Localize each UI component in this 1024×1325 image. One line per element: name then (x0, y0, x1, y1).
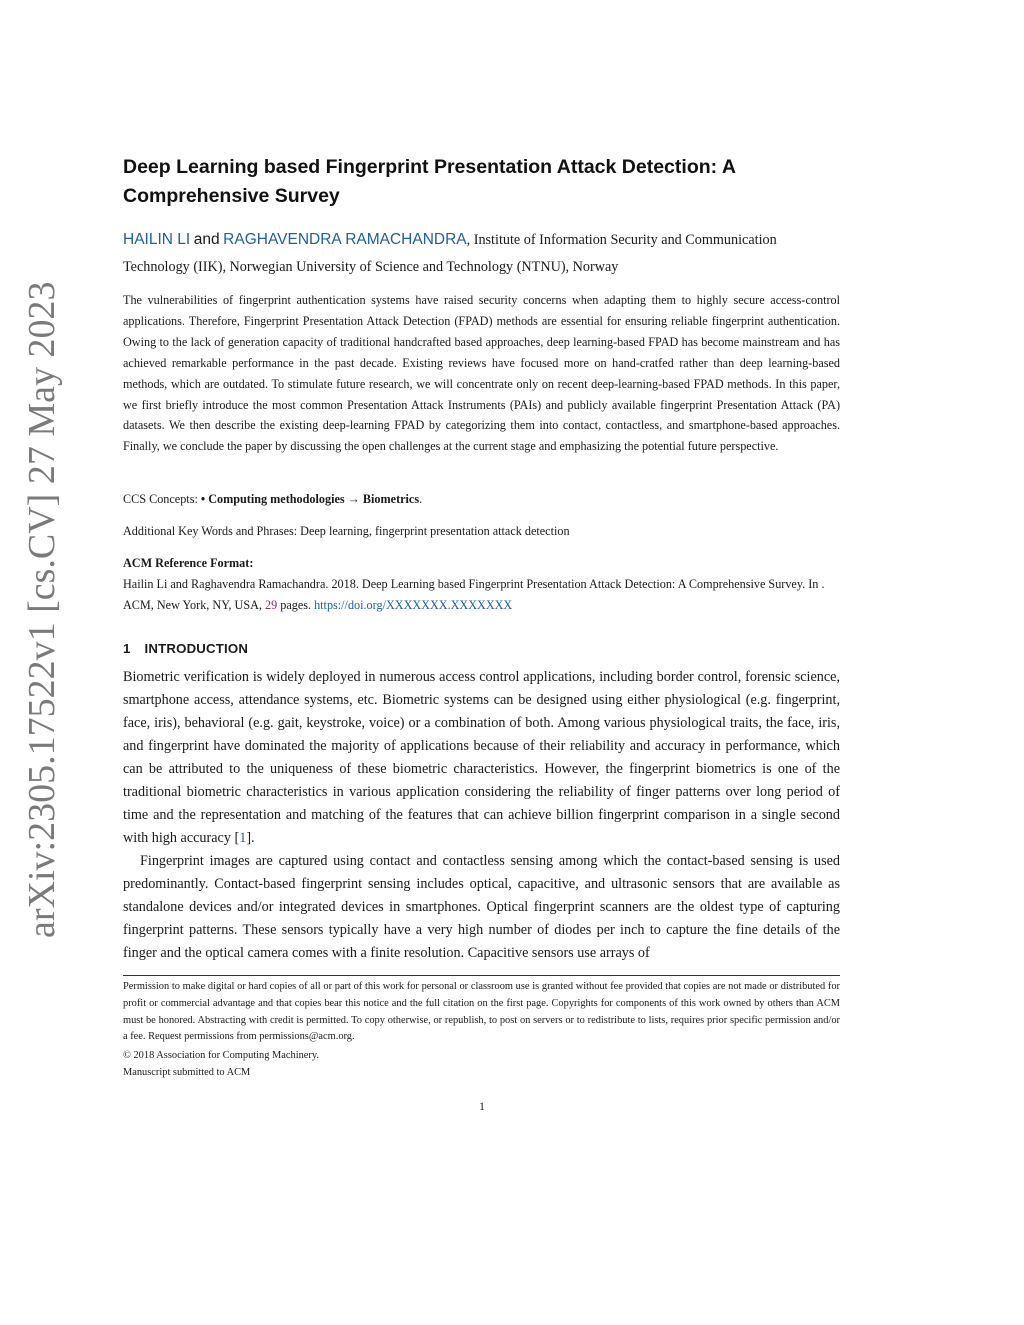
ccs-label: CCS Concepts: (123, 492, 201, 506)
author-line (123, 226, 840, 281)
doi-link[interactable]: https://doi.org/XXXXXXX.XXXXXXX (314, 597, 513, 612)
copyright-footnote (123, 979, 840, 1082)
section-number: 1 (123, 641, 131, 656)
section-heading-introduction (123, 639, 840, 659)
copyright-notice: © 2018 Association for Computing Machinery. (123, 1050, 319, 1062)
acm-reference-heading: ACM Reference Format: (123, 556, 254, 570)
author-affiliation: , Institute of Information Security and Communication Technology (IIK), Norwegian University of Science and Technology (NTNU), Norway (123, 232, 777, 275)
ccs-concept-list: • Computing methodologies → Biometrics (200, 492, 420, 506)
acm-pages-suffix: pages. (277, 597, 315, 612)
paragraph (123, 666, 840, 850)
author-link-hailin-li[interactable]: HAILIN LI (123, 231, 191, 248)
author-conjunction: and (193, 231, 220, 248)
paragraph-1-end: ]. (246, 830, 255, 846)
page-count-link[interactable]: 29 (265, 597, 278, 612)
paragraph-1-text: Biometric verification is widely deployed in numerous access control applications, including border control, forensic science, smartphone access, attendance systems, etc. Biometric systems can be designed using either physiological (e.g. fingerprint, face, iris), behavioral (e.g. gait, keystroke, voice) or a combination of both. Among various physiological traits, the face, iris, and fingerprint have dominated the majority of applications because of their reliability and accuracy in performance, which can be attributed to the uniqueness of these biometric characteristics. However, the fingerprint biometrics is one of the traditional biometric characteristics in various application considering the reliability of finger patterns over long period of time and the representation and matching of the features that can achieve billion fingerprint comparison in a single second with high accuracy [ (123, 669, 840, 846)
section-title: INTRODUCTION (144, 641, 249, 656)
citation-link[interactable]: 1 (239, 830, 247, 846)
paragraph: Fingerprint images are captured using contact and contactless sensing among which the contact-based sensing is used predominantly. Contact-based fingerprint sensing includes optical, capacitive, and ultrasonic sensors that are available as standalone devices and/or integrated devices in smartphones. Optical fingerprint scanners are the oldest type of capturing fingerprint patterns. These sensors typically have a very high number of diodes per inch to capture the fine details of the finger and the optical camera comes with a finite resolution. Capacitive sensors use arrays of (123, 853, 840, 961)
acm-reference-format (123, 553, 840, 616)
acm-reference-citation (123, 574, 840, 616)
page-number: 1 (479, 1101, 485, 1113)
abstract: The vulnerabilities of fingerprint authentication systems have raised security concerns when adapting them to highly secure access-control applications. Therefore, Fingerprint Presentation Attack Detection (FPAD) methods are essential for ensuring reliable fingerprint authentication. Owing to the lack of generation capacity of traditional handcrafted based approaches, deep learning-based FPAD has become mainstream and has achieved remarkable performance in the past decade. Existing reviews have focused more on hand-cratfed rather than deep learning-based methods, which are outdated. To stimulate future research, we will concentrate only on recent deep-learning-based FPAD methods. In this paper, we first briefly introduce the most common Presentation Attack Instruments (PAIs) and publicly available fingerprint Presentation Attack (PA) datasets. We then describe the existing deep-learning FPAD by categorizing them into contact, contactless, and smartphone-based approaches. Finally, we conclude the paper by discussing the open challenges at the current stage and emphasizing the potential future perspective. (123, 293, 840, 454)
footnote-divider (123, 975, 840, 976)
paper-title: Deep Learning based Fingerprint Presentation Attack Detection: A Comprehensive Survey (123, 156, 736, 207)
author-link-raghavendra-ramachandra[interactable]: RAGHAVENDRA RAMACHANDRA (223, 231, 467, 248)
permission-notice: Permission to make digital or hard copies of all or part of this work for personal or classroom use is granted without fee provided that copies are not made or distributed for profit or commercial advantage and that copies bear this notice and the full citation on the first page. Copyrights for components of this work owned by others than ACM must be honored. Abstracting with credit is permitted. To copy otherwise, or republish, to post on servers or to redistribute to lists, requires prior specific permission and/or a fee. Request permissions from permissions@acm.org. (123, 981, 840, 1043)
ccs-end: . (419, 492, 423, 506)
keywords: Additional Key Words and Phrases: Deep learning, fingerprint presentation attack detection (123, 524, 570, 538)
manuscript-notice: Manuscript submitted to ACM (123, 1066, 251, 1078)
acm-citation-text: Hailin Li and Raghavendra Ramachandra. 2018. Deep Learning based Fingerprint Presentation Attack Detection: A Comprehensive Survey. In . ACM, New York, NY, USA, (123, 576, 825, 612)
introduction-body (123, 666, 840, 965)
arxiv-identifier-stamp: arXiv:2305.17522v1 [cs.CV] 27 May 2023 (21, 281, 63, 938)
ccs-concepts (123, 489, 840, 509)
